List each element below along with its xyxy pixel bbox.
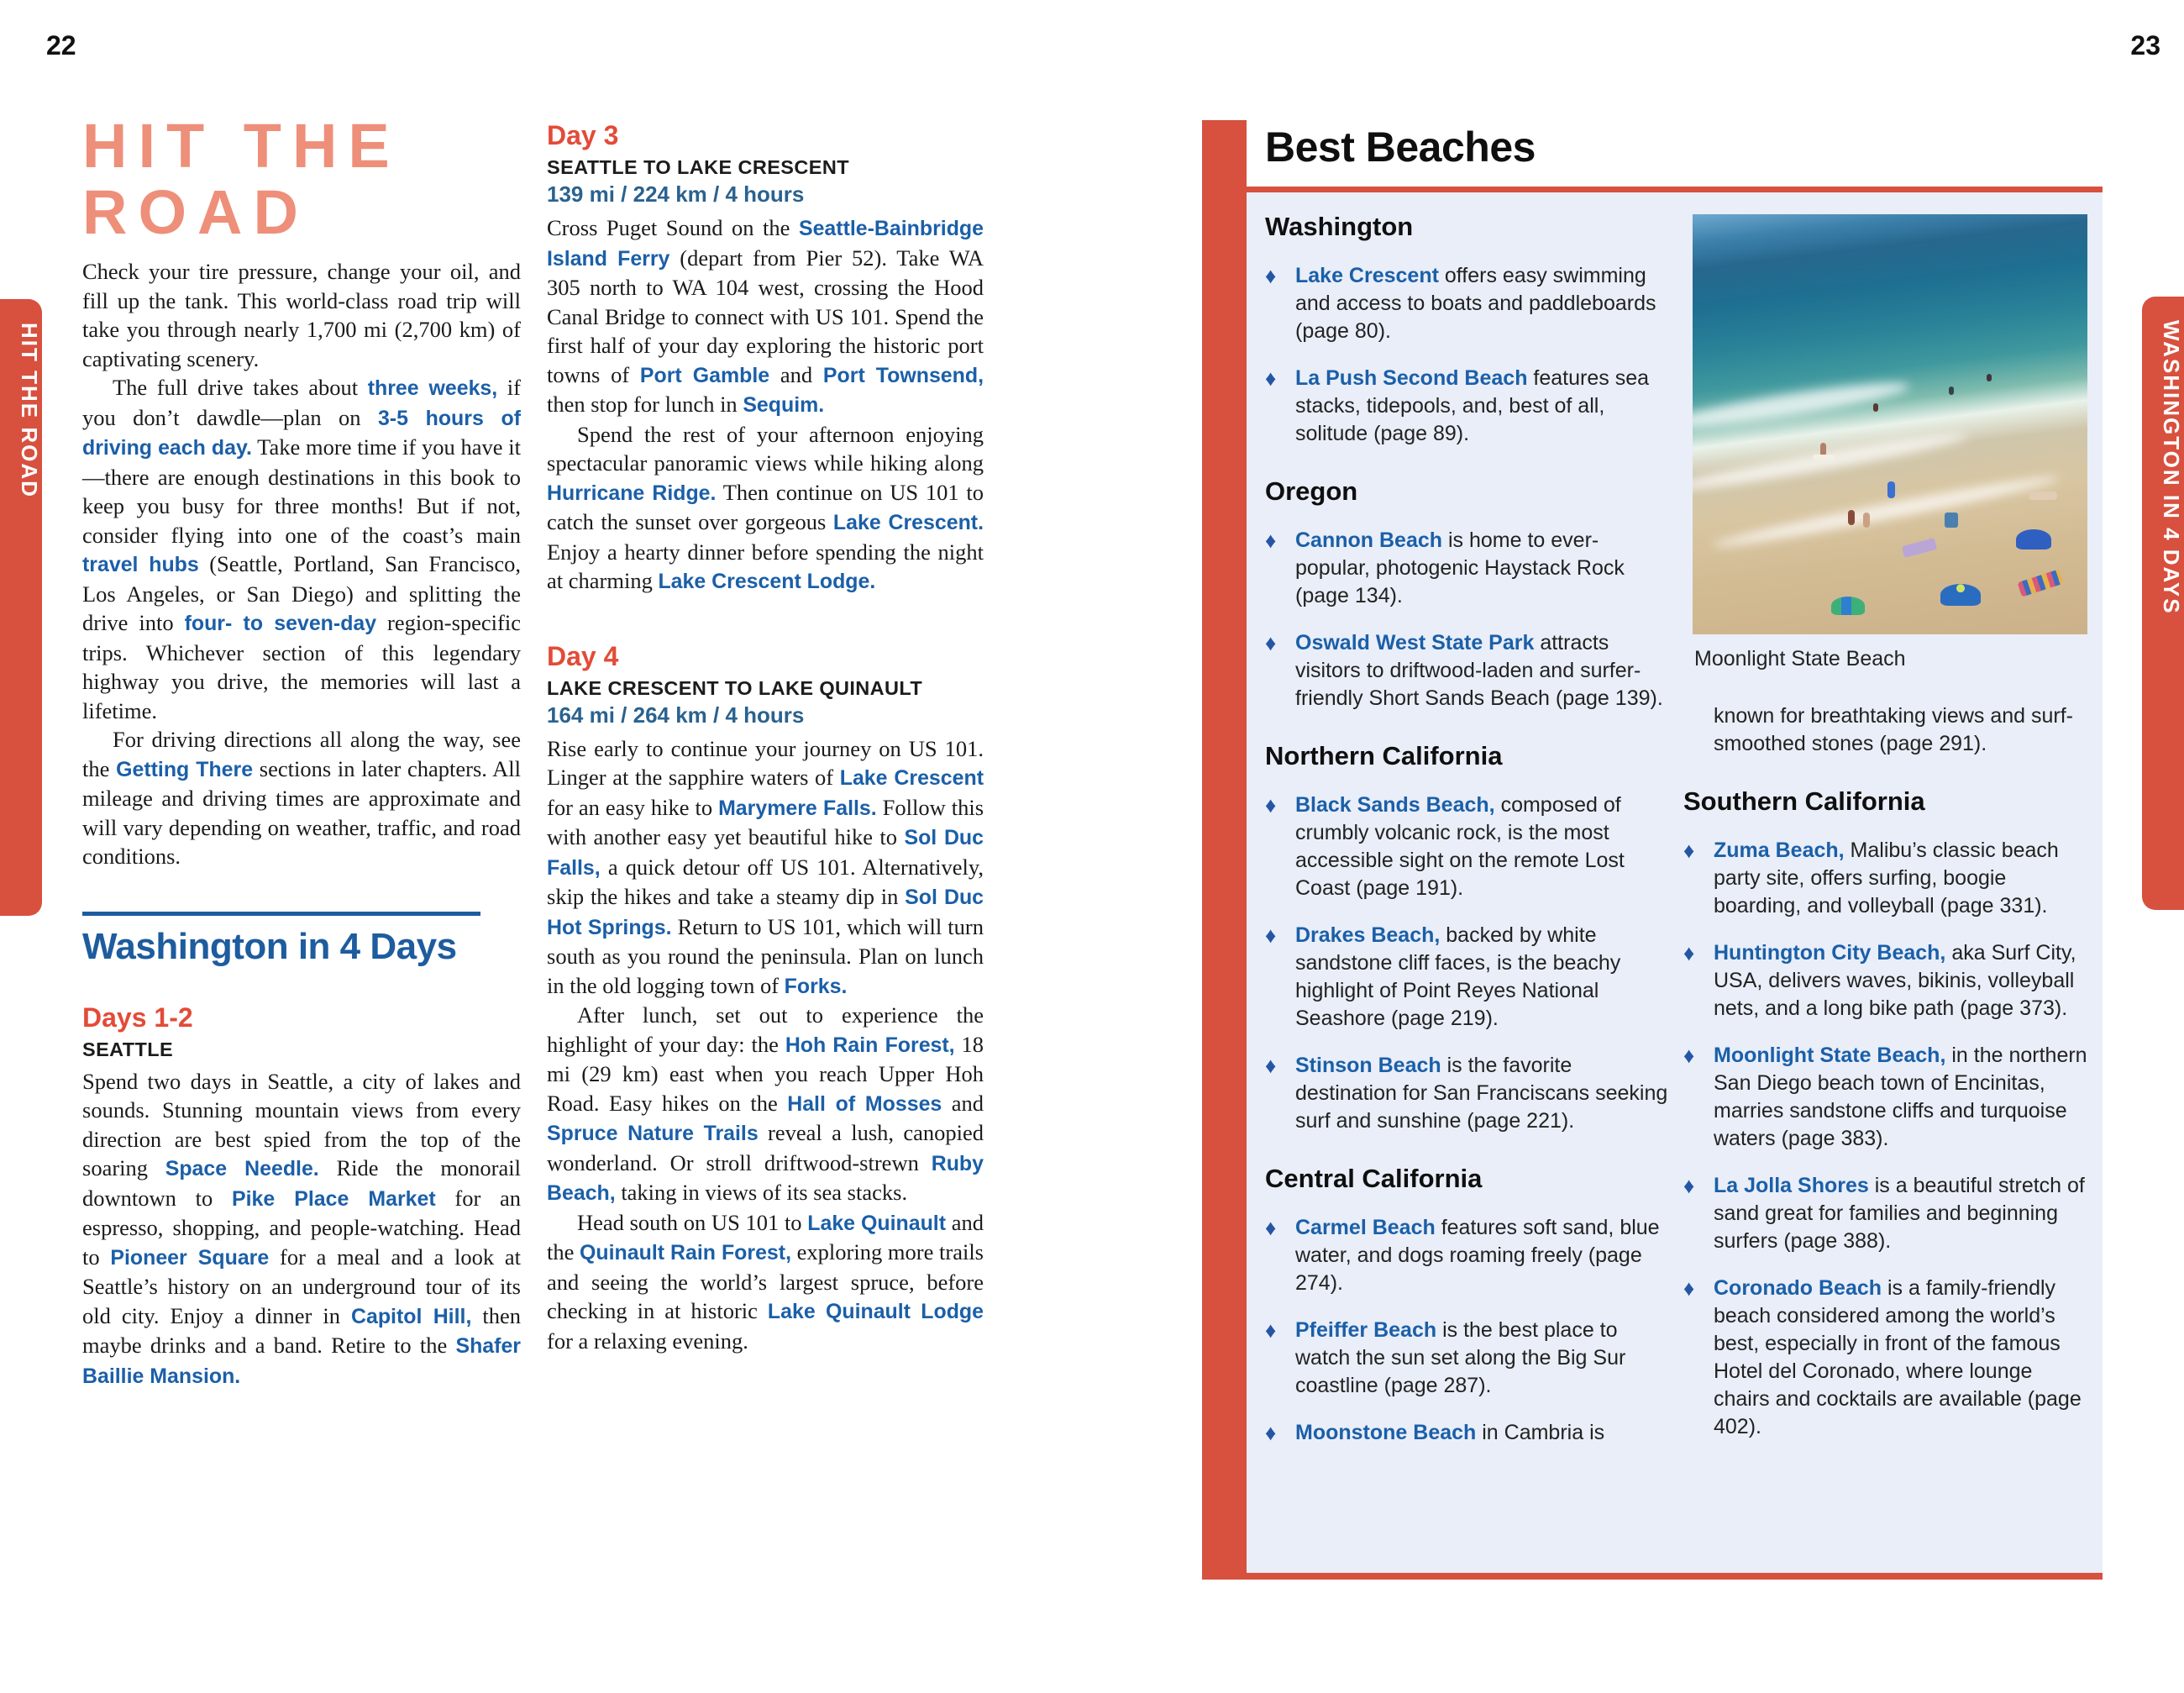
left-page-column-2: [547, 119, 984, 1355]
body-paragraph: Spend the rest of your afternoon enjoying spectacular panoramic views while hiking along Hurricane Ridge. Then continue on US 101 to catch the sunset over gorgeous Lake Crescent. Enjoy a hearty dinner before spending the night at charming Lake Crescent Lodge.: [547, 421, 984, 593]
beach-bullet: [1265, 262, 1673, 345]
beach-bullet: [1265, 629, 1673, 712]
beach-bullet-text: Huntington City Beach, aka Surf City, USA, delivers waves, bikinis, volleyball nets, and a long bike path (page 373).: [1714, 941, 2076, 1020]
day-route: SEATTLE TO LAKE CRESCENT: [547, 156, 849, 178]
beach-towel-striped: [2017, 569, 2063, 597]
diamond-bullet-icon: ♦: [1265, 792, 1277, 818]
bullet-continuation-text: known for breathtaking views and surf-smoothed stones (page 291).: [1714, 704, 2073, 755]
region-heading: Southern California: [1683, 786, 1925, 816]
sidebar-title: Best Beaches: [1265, 124, 1536, 171]
chapter-title: [82, 113, 521, 245]
region-heading: Central California: [1265, 1164, 1483, 1193]
diamond-bullet-icon: ♦: [1265, 263, 1277, 288]
beach-bullet: [1265, 1317, 1673, 1400]
beach-bullet: [1683, 1172, 2088, 1255]
beach-bullet: [1265, 365, 1673, 448]
diamond-bullet-icon: ♦: [1265, 1053, 1277, 1078]
beach-bullet-text: Lake Crescent offers easy swimming and access to boats and paddleboards (page 80).: [1295, 264, 1656, 343]
beach-bullet-text: Black Sands Beach, composed of crumbly volcanic rock, is the most accessible sight on the remote Lost Coast (page 191).: [1295, 793, 1625, 900]
diamond-bullet-icon: ♦: [1683, 1173, 1695, 1198]
beach-bullet-text: La Push Second Beach features sea stacks, tidepools, and, best of all, solitude (page 89).: [1295, 366, 1649, 445]
diamond-bullet-icon: ♦: [1683, 1275, 1695, 1301]
day-label: Day 3: [547, 120, 619, 150]
intro-text: [82, 257, 521, 871]
beach-photo: [1693, 214, 2087, 634]
body-paragraph: Rise early to continue your journey on US 101. Linger at the sapphire waters of Lake Crescent for an easy hike to Marymere Falls. Follow this with another easy yet beautiful hike to Sol Duc Falls, a quick detour off US 101. Alternatively, skip the hikes and take a steamy dip in Sol Duc Hot Springs. Return to US 101, which will turn south as you round the peninsula. Plan on lunch in the old logging town of Forks.: [547, 735, 984, 998]
day-distance: 139 mi / 224 km / 4 hours: [547, 181, 805, 207]
beach-chair: [1945, 513, 1958, 528]
diamond-bullet-icon: ♦: [1265, 528, 1277, 553]
day-route: LAKE CRESCENT TO LAKE QUINAULT: [547, 676, 923, 699]
beach-bullet-text: Carmel Beach features soft sand, blue water, and dogs roaming freely (page 274).: [1295, 1216, 1660, 1295]
swimmer: [1987, 374, 1992, 381]
diamond-bullet-icon: ♦: [1265, 1420, 1277, 1445]
beach-bullet: [1265, 922, 1673, 1033]
day-label: Days 1-2: [82, 1002, 193, 1033]
beach-bullet: [1683, 939, 2088, 1023]
surfboard: [1813, 455, 1835, 460]
beach-bullet-text: Coronado Beach is a family-friendly beach considered among the world’s best, especially in front of the famous Hotel del Coronado, where lounge chairs and cocktails are available (page 402).: [1714, 1276, 2082, 1438]
wave-foam: [1693, 376, 1911, 437]
beach-umbrella-green-blue: [1831, 597, 1865, 615]
chapter-title-line-1: HIT THE: [82, 111, 401, 181]
beach-umbrella-patterned: [1940, 584, 1981, 606]
diamond-bullet-icon: ♦: [1265, 630, 1277, 655]
beach-bullet-text: Stinson Beach is the favorite destination for San Franciscans seeking surf and sunshine (page 221).: [1295, 1054, 1668, 1133]
itinerary-day-3: [547, 119, 984, 597]
day-route: SEATTLE: [82, 1038, 174, 1060]
beach-walker: [1848, 510, 1855, 525]
beach-bullet-text: Pfeiffer Beach is the best place to watch the sun set along the Big Sur coastline (page 287).: [1295, 1318, 1626, 1397]
sidebar-red-strip: [1202, 120, 1247, 1580]
beach-bullet-text: Zuma Beach, Malibu’s classic beach party site, offers surfing, boogie boarding, and volleyball (page 331).: [1714, 839, 2059, 917]
chapter-title-line-2: ROAD: [82, 177, 309, 247]
swimmer: [1949, 386, 1954, 395]
beach-bullet: [1265, 791, 1673, 902]
sunbathers: [2029, 492, 2057, 500]
body-paragraph: Cross Puget Sound on the Seattle-Bainbridge Island Ferry (depart from Pier 52). Take WA 305 north to WA 104 west, crossing the Hood Canal Bridge to connect with US 101. Spend the first half of your day exploring the historic port towns of Port Gamble and Port Townsend, then stop for lunch in Sequim.: [547, 215, 984, 417]
swimmer: [1873, 403, 1878, 412]
intro-paragraph: Check your tire pressure, change your oil, and fill up the tank. This world-class road trip will take you through nearly 1,700 mi (2,700 km) of captivating scenery.: [82, 259, 521, 371]
beach-bullet: [1265, 1214, 1673, 1297]
region-heading: Washington: [1265, 212, 1414, 241]
beach-towel: [1902, 538, 1937, 558]
beach-bullet: [1683, 1042, 2088, 1153]
beach-bullet-text: Cannon Beach is home to ever-popular, photogenic Haystack Rock (page 134).: [1295, 528, 1625, 607]
sidebar-right-sections: [1683, 786, 2088, 1441]
beach-walker: [1863, 513, 1870, 528]
day-body: [547, 734, 984, 1356]
body-paragraph: Head south on US 101 to Lake Quinault and the Quinault Rain Forest, exploring more trails and seeing the world’s largest spruce, before checking in at historic Lake Quinault Lodge for a relaxing evening.: [547, 1209, 984, 1354]
beach-bullet: [1265, 527, 1673, 610]
day-body: [82, 1067, 521, 1391]
itinerary-heading: Washington in 4 Days: [82, 925, 457, 967]
diamond-bullet-icon: ♦: [1683, 1043, 1695, 1068]
beach-bullet: [1265, 1052, 1673, 1135]
diamond-bullet-icon: ♦: [1265, 1317, 1277, 1343]
diamond-bullet-icon: ♦: [1683, 838, 1695, 863]
beach-bullet: [1265, 1419, 1673, 1447]
body-paragraph: After lunch, set out to experience the highlight of your day: the Hoh Rain Forest, 18 mi (29 km) east when you reach Upper Hoh Road. Easy hikes on the Hall of Mosses and Spruce Nature Trails reveal a lush, canopied wonderland. Or stroll driftwood-strewn Ruby Beach, taking in views of its sea stacks.: [547, 1002, 984, 1205]
intro-paragraph: The full drive takes about three weeks, if you don’t dawdle—plan on 3-5 hours of driving each day. Take more time if you have it—there are enough destinations in this book to keep you busy for three months! But if not, consider flying into one of the coast’s main travel hubs (Seattle, Portland, San Francisco, Los Angeles, or San Diego) and splitting the drive into four- to seven-day region-specific trips. Whichever section of this legendary highway you drive, the memories will last a lifetime.: [82, 375, 522, 723]
beach-bullet-text: Moonstone Beach in Cambria is: [1295, 1421, 1605, 1444]
diamond-bullet-icon: ♦: [1265, 1215, 1277, 1240]
beach-bullet-text: La Jolla Shores is a beautiful stretch of sand great for families and beginning surfers (page 388).: [1714, 1174, 2085, 1253]
wave-foam: [1711, 471, 2061, 553]
itinerary-days-1-2: [82, 1002, 521, 1391]
diamond-bullet-icon: ♦: [1265, 365, 1277, 391]
wave-foam: [1693, 428, 1969, 497]
chapter-edge-tab-washington-in-4-days: WASHINGTON IN 4 DAYS: [2142, 297, 2184, 910]
beach-umbrella-blue: [2016, 529, 2051, 549]
sidebar-top-rule: [1202, 187, 2103, 192]
sidebar-bottom-rule: [1202, 1573, 2103, 1580]
region-heading: Oregon: [1265, 476, 1358, 506]
beach-bullet-text: Oswald West State Park attracts visitors to driftwood-laden and surfer-friendly Short Sands Beach (page 139).: [1295, 631, 1663, 710]
beach-bullet: [1683, 837, 2088, 920]
body-paragraph: Spend two days in Seattle, a city of lakes and sounds. Stunning mountain views from every direction are best spied from the top of the soaring Space Needle. Ride the monorail downtown to Pike Place Market for an espresso, shopping, and people-watching. Head to Pioneer Square for a meal and a look at Seattle’s history on an underground tour of its old city. Enjoy a dinner in Capitol Hill, then maybe drinks and a band. Retire to the Shafer Baillie Mansion.: [82, 1068, 522, 1388]
diamond-bullet-icon: ♦: [1265, 923, 1277, 948]
intro-paragraph: For driving directions all along the way, see the Getting There sections in later chapters. All mileage and driving times are approximate and will vary depending on weather, traffic, and road conditions.: [82, 727, 522, 869]
beach-bullet: [1683, 1275, 2088, 1441]
diamond-bullet-icon: ♦: [1683, 940, 1695, 965]
beach-bullet-text: Moonlight State Beach, in the northern San Diego beach town of Encinitas, marries sandstone cliffs and turquoise waters (page 383).: [1714, 1044, 2087, 1150]
page-number-right: 23: [2130, 30, 2160, 60]
day-label: Day 4: [547, 640, 619, 671]
sidebar-column-left: [1265, 212, 1673, 1466]
beach-walker: [1887, 481, 1895, 498]
section-divider-rule: [82, 912, 480, 916]
region-heading: Northern California: [1265, 741, 1503, 770]
page-number-left: 22: [46, 30, 76, 60]
photo-caption: Moonlight State Beach: [1694, 647, 1906, 670]
sidebar-column-right: [1683, 702, 2088, 1460]
beach-bullet-text: Drakes Beach, backed by white sandstone cliff faces, is the beachy highlight of Point Reyes National Seashore (page 219).: [1295, 923, 1621, 1030]
left-page-column-1: [82, 113, 521, 1391]
itinerary-day-4: [547, 640, 984, 1356]
day-distance: 164 mi / 264 km / 4 hours: [547, 702, 805, 728]
day-body: [547, 213, 984, 597]
chapter-edge-tab-hit-the-road: HIT THE ROAD: [0, 299, 42, 916]
